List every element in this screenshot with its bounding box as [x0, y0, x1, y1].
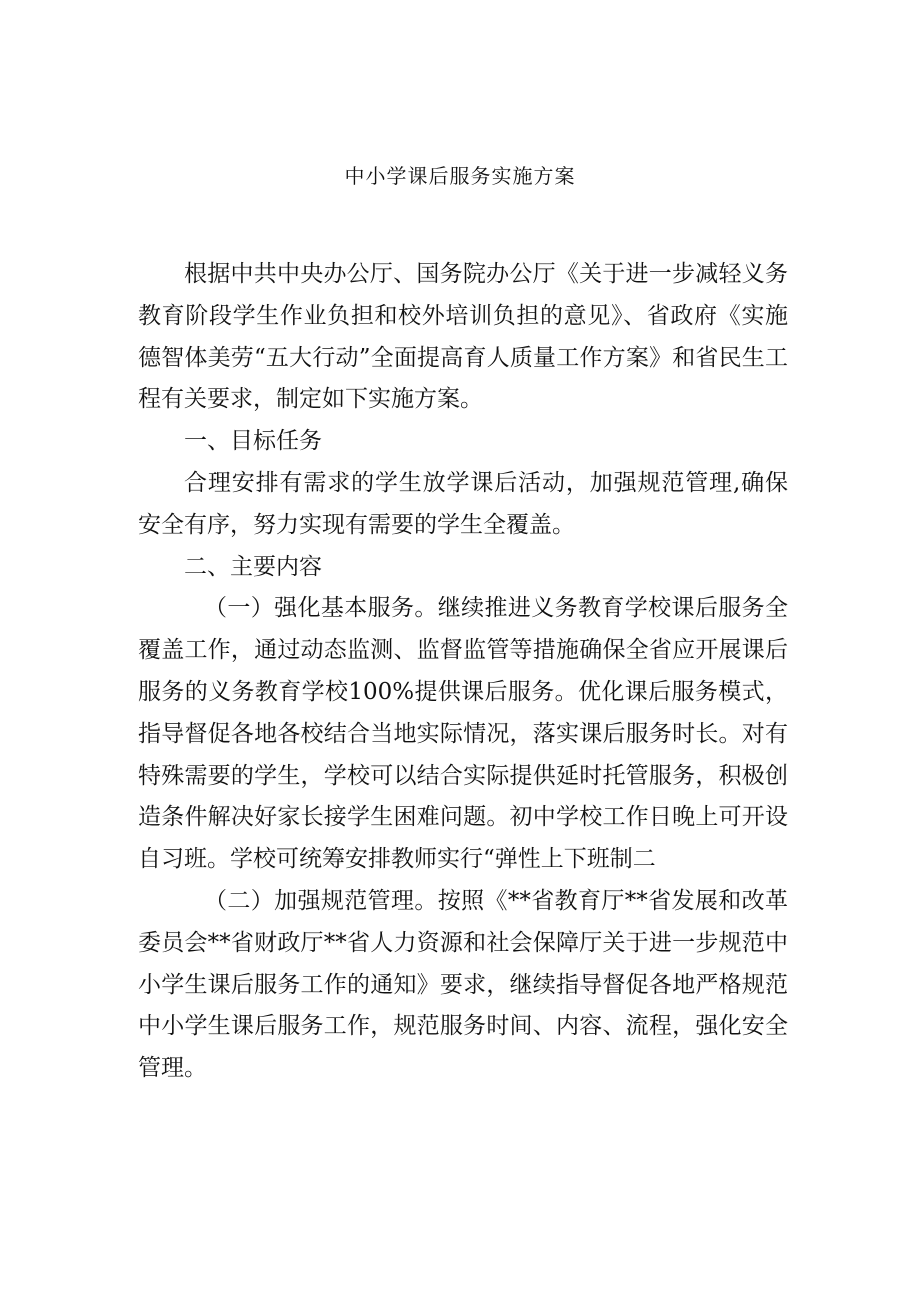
- content-item-2: （二）加强规范管理。按照《**省教育厅**省发展和改革委员会**省财政厅**省人力资源和社会保障厅关于进一步规范中小学生课后服务工作的通知》要求，继续指导督促各地严格规范中小学生课后服务工作，规范服务时间、内容、流程，强化安全管理。: [138, 887, 788, 1082]
- section-heading-goals: 一、目标任务: [184, 428, 322, 455]
- content-item-1: （一）强化基本服务。继续推进义务教育学校课后服务全覆盖工作，通过动态监测、监督监管等措施确保全省应开展课后服务的义务教育学校100%提供课后服务。优化课后服务模式，指导督促各地各校结合当地实际情况，落实课后服务时长。对有特殊需要的学生，学校可以结合实际提供延时托管服务，积极创造条件解决好家长接学生困难问题。初中学校工作日晚上可开设自习班。学校可统筹安排教师实行“弹性上下班制二: [138, 595, 788, 873]
- intro-paragraph: 根据中共中央办公厅、国务院办公厅《关于进一步减轻义务教育阶段学生作业负担和校外培训负担的意见》、省政府《实施德智体美劳“五大行动”全面提高育人质量工作方案》和省民生工程有关要求，制定如下实施方案。: [138, 261, 788, 413]
- document-body: [138, 254, 788, 1090]
- section-heading-content: 二、主要内容: [184, 553, 322, 580]
- goals-paragraph: 合理安排有需求的学生放学课后活动，加强规范管理,确保安全有序，努力实现有需要的学生全覆盖。: [138, 469, 788, 538]
- document-title: 中小学课后服务实施方案: [344, 164, 576, 188]
